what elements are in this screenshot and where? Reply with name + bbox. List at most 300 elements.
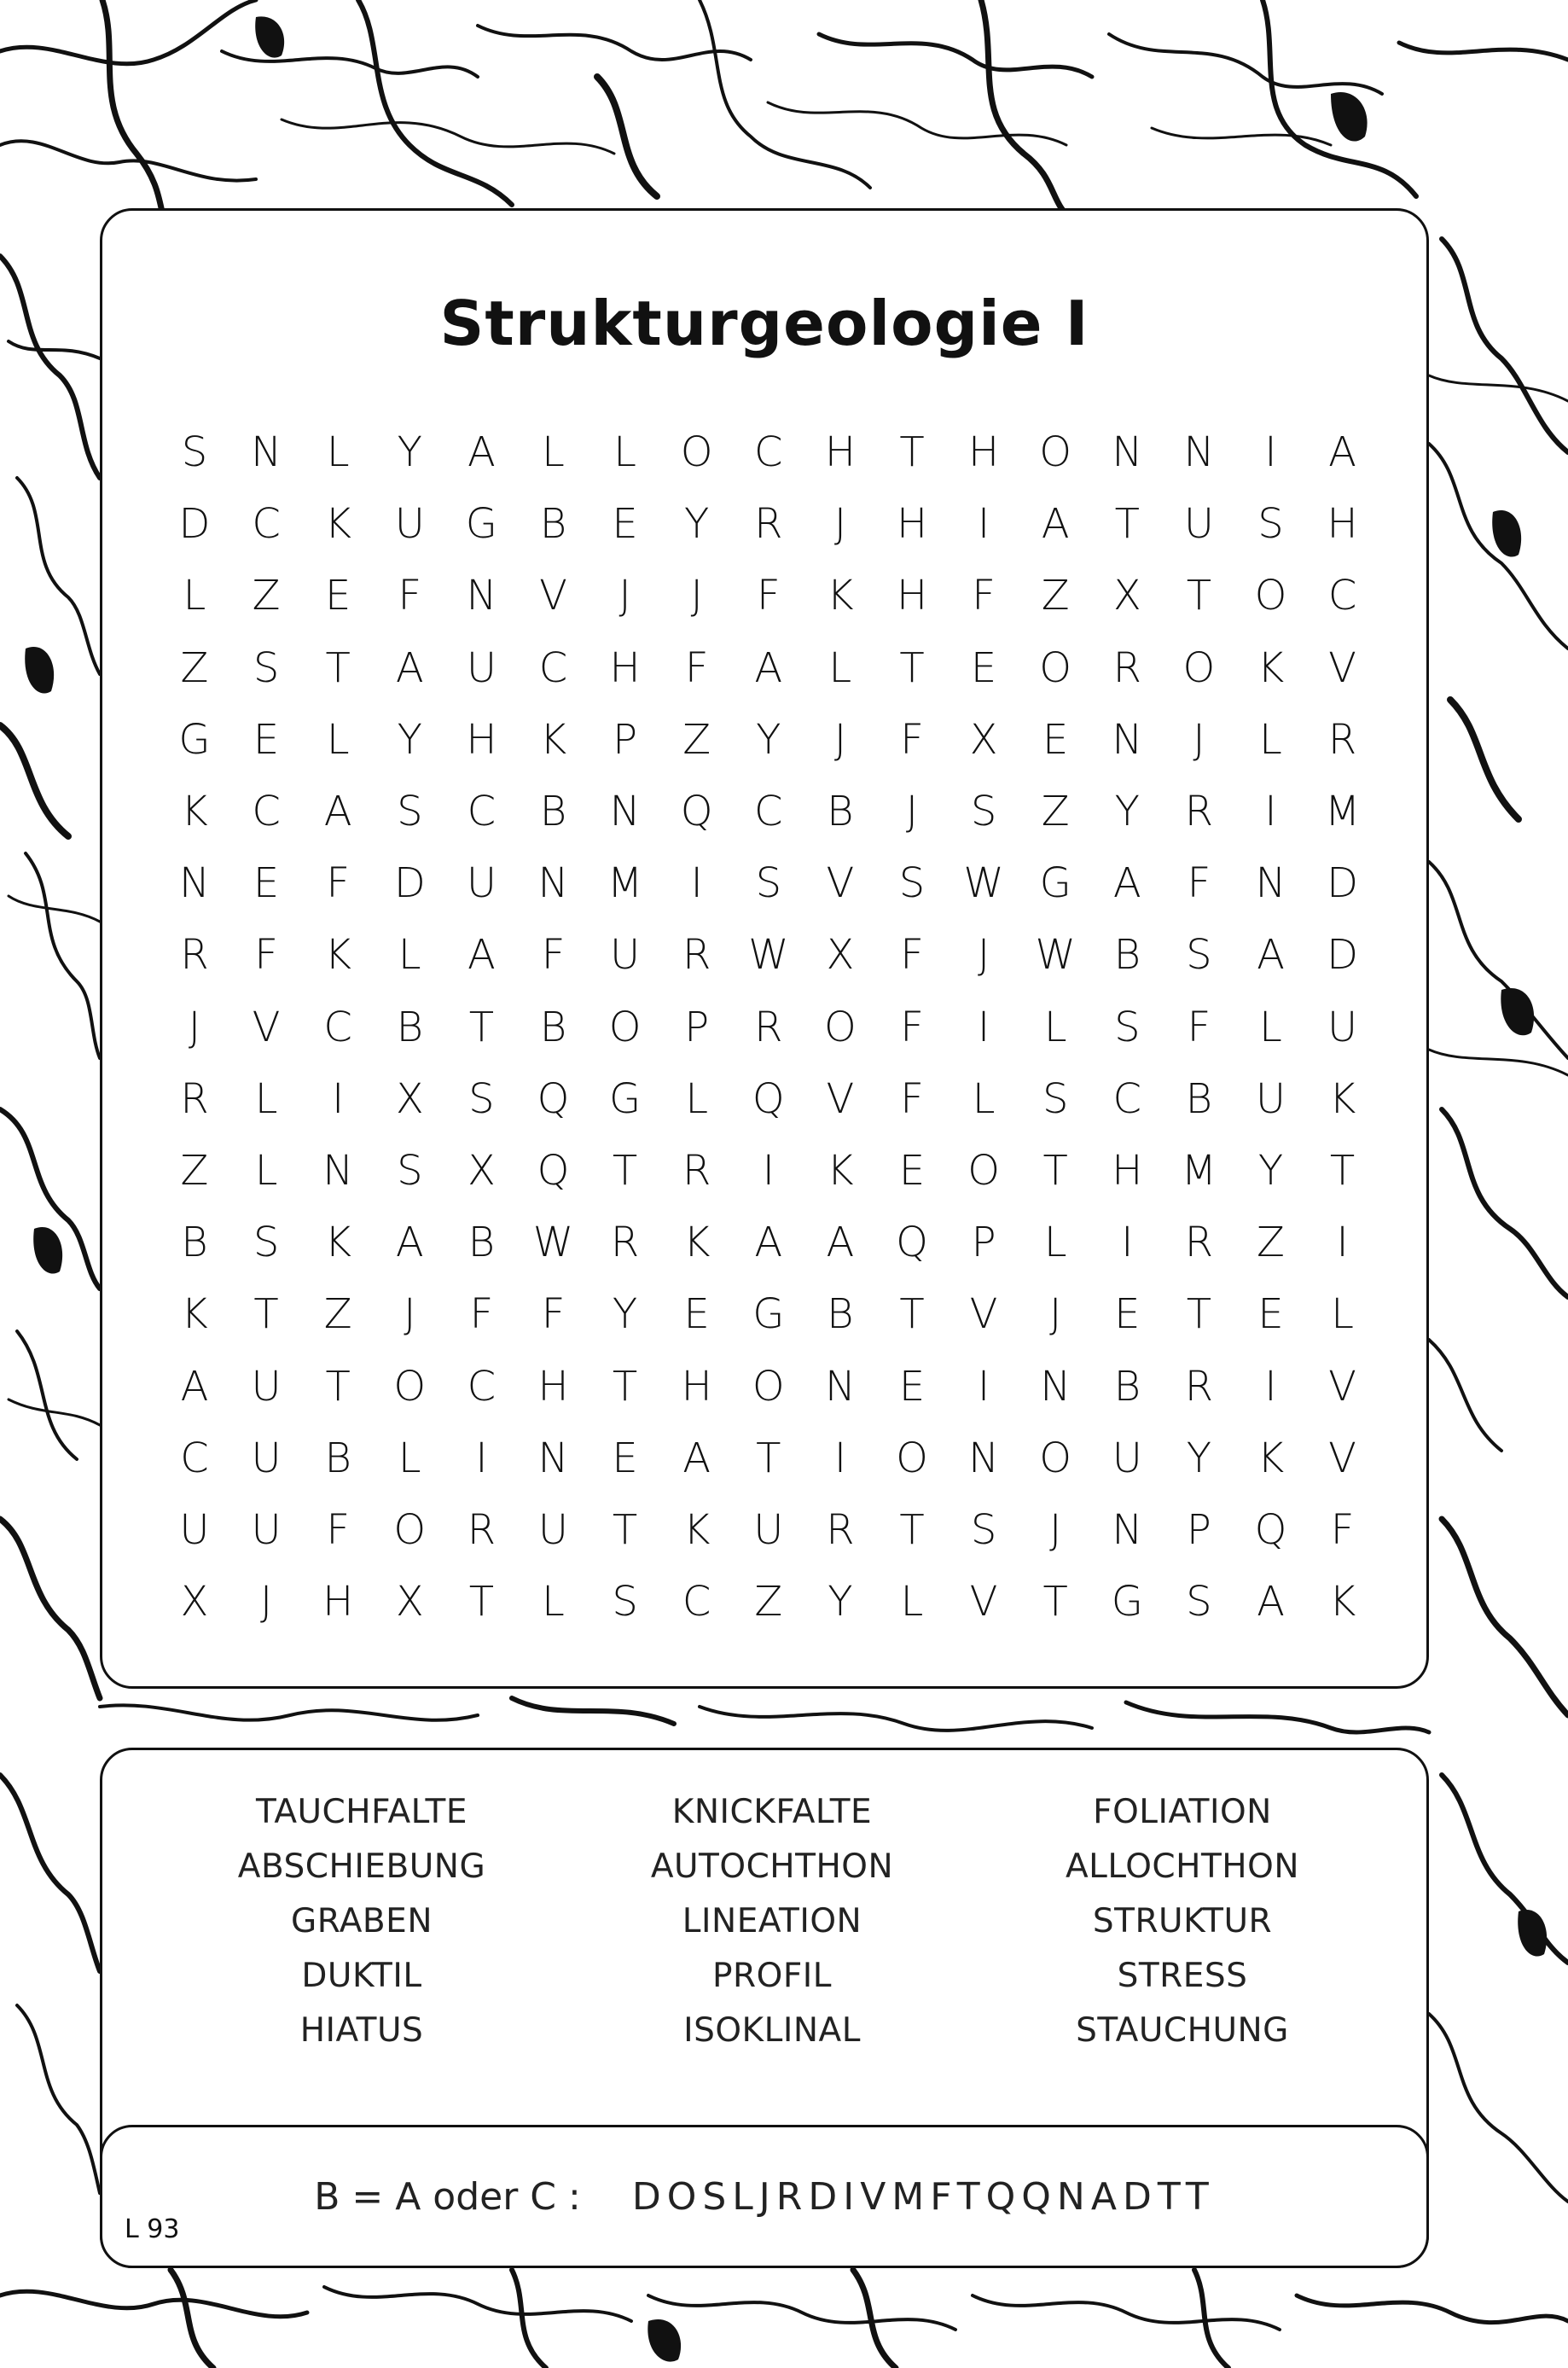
grid-cell: Q [680, 788, 713, 835]
word-list-item: HIATUS [299, 2011, 424, 2050]
grid-cell: Y [397, 715, 422, 764]
grid-cell: S [612, 1578, 638, 1626]
grid-cell: Z [1041, 788, 1070, 835]
grid-cell: B [324, 1434, 351, 1482]
grid-cell: B [1113, 1362, 1141, 1411]
grid-cell: K [827, 1147, 854, 1195]
grid-cell: N [1112, 428, 1143, 476]
grid-cell: K [682, 1506, 711, 1554]
grid-cell: N [537, 1434, 569, 1482]
grid-cell: R [1327, 715, 1357, 764]
grid-cell: X [395, 1578, 424, 1626]
grid-cell: N [1112, 1506, 1143, 1554]
grid-cell: F [1330, 1506, 1355, 1554]
grid-cell: H [1112, 1147, 1143, 1195]
grid-cell: J [404, 1290, 416, 1339]
grid-cell: G [465, 500, 497, 549]
grid-cell: Q [537, 1147, 570, 1195]
puzzle-title: Strukturgeologie I [439, 288, 1089, 359]
grid-cell: F [469, 1290, 494, 1339]
word-list-item: PROFIL [712, 1957, 832, 1995]
solution-code-line [102, 2127, 1426, 2266]
grid-cell: O [608, 1003, 642, 1051]
grid-cell: O [1182, 643, 1216, 692]
grid-cell: S [1186, 931, 1212, 980]
grid-cell: R [467, 1506, 497, 1554]
grid-cell: R [180, 1074, 209, 1123]
grid-cell: C [1327, 572, 1357, 620]
grid-cell: B [467, 1219, 496, 1267]
grid-cell: N [1040, 1362, 1071, 1411]
grid-cell: A [1328, 428, 1357, 476]
grid-cell: Z [754, 1578, 783, 1626]
grid-cell: Q [537, 1074, 570, 1123]
grid-cell: F [900, 1003, 924, 1051]
word-list-item: GRABEN [291, 1902, 433, 1940]
grid-cell: R [1184, 1362, 1214, 1411]
grid-cell: U [1255, 1074, 1286, 1123]
grid-cell: A [682, 1434, 711, 1482]
grid-cell: T [468, 1003, 495, 1051]
grid-cell: J [690, 572, 703, 620]
grid-cell: M [1324, 788, 1361, 835]
grid-cell: E [683, 1290, 710, 1339]
grid-cell: U [1183, 500, 1214, 549]
grid-cell: X [467, 1147, 496, 1195]
grid-cell: Q [752, 1074, 785, 1123]
grid-cell: S [755, 859, 782, 908]
grid-cell: Y [1186, 1434, 1212, 1482]
grid-cell: C [754, 788, 783, 835]
grid-cell: K [1328, 1074, 1356, 1123]
word-list-item: FOLIATION [1093, 1793, 1272, 1831]
grid-cell: U [753, 1506, 784, 1554]
grid-cell: L [398, 1434, 421, 1482]
grid-cell: N [609, 788, 641, 835]
grid-cell: I [833, 1434, 846, 1482]
grid-cell: U [251, 1506, 282, 1554]
grid-cell: O [1039, 1434, 1072, 1482]
grid-cell: A [467, 428, 496, 476]
grid-cell: B [827, 1290, 854, 1339]
grid-cell: N [824, 1362, 856, 1411]
grid-cell: L [183, 572, 206, 620]
grid-cell: T [612, 1147, 638, 1195]
grid-cell: V [1328, 643, 1357, 692]
grid-cell: S [898, 859, 926, 908]
grid-cell: B [539, 1003, 567, 1051]
grid-cell: E [970, 643, 997, 692]
grid-cell: O [1039, 643, 1072, 692]
grid-cell: F [684, 643, 709, 692]
grid-cell: H [968, 428, 1000, 476]
grid-cell: T [1329, 1147, 1356, 1195]
grid-cell: Y [756, 715, 781, 764]
grid-cell: F [326, 1506, 350, 1554]
grid-cell: C [323, 1003, 352, 1051]
grid-cell: S [397, 1147, 423, 1195]
grid-cell: A [1257, 931, 1285, 980]
grid-cell: L [1259, 1003, 1282, 1051]
grid-cell: F [756, 572, 781, 620]
grid-cell: V [539, 572, 567, 620]
grid-cell: T [899, 1506, 925, 1554]
word-list-item: ISOKLINAL [683, 2011, 861, 2050]
letter-grid [102, 211, 1426, 1686]
grid-cell: M [1181, 1147, 1217, 1195]
grid-cell: U [466, 859, 497, 908]
grid-cell: Z [682, 715, 711, 764]
grid-cell: I [1264, 428, 1277, 476]
grid-cell: I [1264, 1362, 1277, 1411]
grid-cell: A [180, 1362, 209, 1411]
grid-cell: H [896, 572, 928, 620]
grid-cell: N [1112, 715, 1143, 764]
grid-cell: K [539, 715, 567, 764]
grid-cell: L [685, 1074, 709, 1123]
grid-cell: L [326, 428, 350, 476]
grid-cell: O [896, 1434, 928, 1482]
page-number: L 93 [125, 2214, 180, 2244]
grid-cell: G [1039, 859, 1071, 908]
grid-cell: O [824, 1003, 857, 1051]
grid-cell: X [969, 715, 998, 764]
grid-cell: K [1257, 643, 1285, 692]
grid-cell: L [254, 1147, 278, 1195]
grid-cell: C [180, 1434, 209, 1482]
grid-cell: E [253, 715, 280, 764]
code-letters: DOSLJRDIVMFTQQNADTT [631, 2174, 1215, 2219]
grid-cell: U [537, 1506, 569, 1554]
grid-cell: S [468, 1074, 495, 1123]
grid-cell: S [253, 643, 280, 692]
grid-cell: C [754, 428, 783, 476]
grid-cell: X [395, 1074, 424, 1123]
grid-cell: Y [684, 500, 710, 549]
grid-cell: H [537, 1362, 569, 1411]
grid-cell: R [682, 931, 711, 980]
grid-cell: T [1186, 572, 1212, 620]
grid-cell: T [899, 428, 925, 476]
word-list-item: STAUCHUNG [1076, 2011, 1289, 2050]
grid-cell: L [972, 1074, 996, 1123]
grid-cell: I [1336, 1219, 1349, 1267]
grid-cell: E [898, 1147, 926, 1195]
grid-cell: I [1121, 1219, 1134, 1267]
grid-cell: G [178, 715, 211, 764]
grid-cell: F [1187, 859, 1211, 908]
grid-cell: O [752, 1362, 785, 1411]
grid-cell: V [969, 1290, 998, 1339]
grid-cell: K [1328, 1578, 1356, 1626]
grid-cell: X [180, 1578, 209, 1626]
grid-cell: D [178, 500, 211, 549]
grid-cell: J [1049, 1290, 1062, 1339]
grid-cell: K [1257, 1434, 1285, 1482]
grid-cell: T [325, 1362, 351, 1411]
grid-cell: Z [252, 572, 281, 620]
grid-cell: F [541, 931, 566, 980]
grid-cell: N [179, 859, 210, 908]
grid-cell: Y [612, 1290, 638, 1339]
grid-cell: X [1112, 572, 1141, 620]
grid-cell: Y [397, 428, 422, 476]
grid-cell: O [1254, 572, 1287, 620]
grid-cell: S [181, 428, 208, 476]
grid-cell: E [325, 572, 351, 620]
grid-cell: F [1187, 1003, 1211, 1051]
word-list-item: STRESS [1117, 1957, 1248, 1995]
grid-cell: I [1264, 788, 1277, 835]
grid-cell: U [1112, 1434, 1142, 1482]
grid-cell: R [754, 500, 783, 549]
grid-cell: D [393, 859, 426, 908]
grid-cell: K [682, 1219, 711, 1267]
grid-cell: S [253, 1219, 280, 1267]
grid-cell: B [1113, 931, 1141, 980]
grid-cell: F [326, 859, 350, 908]
grid-cell: V [252, 1003, 281, 1051]
grid-cell: L [1331, 1290, 1354, 1339]
grid-cell: V [969, 1578, 998, 1626]
grid-cell: F [254, 931, 278, 980]
grid-cell: A [395, 643, 424, 692]
grid-cell: X [826, 931, 855, 980]
word-list-item: AUTOCHTHON [650, 1847, 894, 1886]
grid-cell: T [1042, 1578, 1068, 1626]
grid-cell: V [1328, 1362, 1357, 1411]
grid-cell: T [756, 1434, 781, 1482]
grid-cell: S [1257, 500, 1284, 549]
word-search-panel [100, 208, 1429, 1689]
grid-cell: O [967, 1147, 1000, 1195]
grid-cell: A [395, 1219, 424, 1267]
grid-cell: E [1257, 1290, 1284, 1339]
grid-cell: P [613, 715, 638, 764]
grid-cell: M [607, 859, 643, 908]
grid-cell: U [1327, 1003, 1358, 1051]
solution-code-panel [100, 2125, 1429, 2268]
grid-cell: U [610, 931, 641, 980]
grid-cell: K [324, 1219, 351, 1267]
grid-cell: T [612, 1506, 638, 1554]
grid-cell: U [179, 1506, 210, 1554]
grid-cell: N [466, 572, 497, 620]
grid-cell: A [1041, 500, 1070, 549]
grid-cell: I [690, 859, 703, 908]
grid-cell: R [180, 931, 209, 980]
grid-cell: S [970, 788, 997, 835]
grid-cell: W [748, 931, 789, 980]
grid-cell: H [1327, 500, 1358, 549]
word-list-item: TAUCHFALTE [256, 1793, 467, 1831]
grid-cell: B [827, 788, 854, 835]
grid-cell: D [1327, 859, 1359, 908]
grid-cell: E [1042, 715, 1069, 764]
grid-cell: W [532, 1219, 574, 1267]
grid-cell: U [466, 643, 497, 692]
grid-cell: R [610, 1219, 640, 1267]
grid-cell: G [608, 1074, 642, 1123]
grid-cell: K [181, 788, 208, 835]
grid-cell: F [541, 1290, 566, 1339]
grid-cell: L [542, 428, 565, 476]
grid-cell: O [1039, 428, 1072, 476]
grid-cell: Y [1114, 788, 1140, 835]
grid-cell: R [1184, 1219, 1214, 1267]
grid-cell: F [900, 1074, 924, 1123]
grid-cell: B [181, 1219, 208, 1267]
grid-cell: K [324, 931, 351, 980]
grid-cell: R [826, 1506, 855, 1554]
grid-cell: K [324, 500, 351, 549]
grid-cell: L [542, 1578, 565, 1626]
grid-cell: O [393, 1506, 427, 1554]
grid-cell: U [394, 500, 425, 549]
grid-cell: F [900, 715, 924, 764]
grid-cell: R [682, 1147, 711, 1195]
grid-cell: C [467, 1362, 497, 1411]
grid-cell: T [612, 1362, 638, 1411]
grid-cell: C [252, 500, 281, 549]
grid-cell: D [1327, 931, 1359, 980]
grid-cell: S [970, 1506, 997, 1554]
grid-cell: P [684, 1003, 710, 1051]
grid-cell: R [754, 1003, 783, 1051]
grid-cell: T [899, 643, 925, 692]
grid-cell: R [1184, 788, 1214, 835]
grid-cell: U [251, 1362, 282, 1411]
grid-cell: L [1043, 1219, 1067, 1267]
grid-cell: A [1257, 1578, 1285, 1626]
grid-cell: I [332, 1074, 345, 1123]
grid-cell: N [251, 428, 282, 476]
grid-cell: T [325, 643, 351, 692]
grid-cell: K [827, 572, 854, 620]
grid-cell: L [828, 643, 852, 692]
grid-cell: A [467, 931, 496, 980]
grid-cell: R [1112, 643, 1141, 692]
grid-cell: S [1186, 1578, 1212, 1626]
grid-cell: V [1328, 1434, 1357, 1482]
grid-cell: O [393, 1362, 427, 1411]
grid-cell: B [1185, 1074, 1213, 1123]
grid-cell: T [1186, 1290, 1212, 1339]
grid-cell: A [754, 643, 783, 692]
grid-cell: C [538, 643, 568, 692]
grid-cell: F [398, 572, 422, 620]
grid-cell: W [1035, 931, 1076, 980]
grid-cell: U [251, 1434, 282, 1482]
grid-cell: I [475, 1434, 488, 1482]
grid-cell: P [971, 1219, 996, 1267]
grid-cell: L [1043, 1003, 1067, 1051]
grid-cell: H [322, 1578, 354, 1626]
grid-cell: F [900, 931, 924, 980]
grid-cell: A [754, 1219, 783, 1267]
grid-cell: A [323, 788, 352, 835]
grid-cell: O [680, 428, 713, 476]
grid-cell: T [468, 1578, 495, 1626]
grid-cell: J [1193, 715, 1205, 764]
grid-cell: T [1042, 1147, 1068, 1195]
grid-cell: Z [1257, 1219, 1285, 1267]
grid-cell: Z [180, 643, 209, 692]
grid-cell: C [682, 1578, 711, 1626]
grid-cell: Q [1254, 1506, 1287, 1554]
grid-cell: G [1111, 1578, 1143, 1626]
grid-cell: N [537, 859, 569, 908]
word-list-item: ABSCHIEBUNG [237, 1847, 486, 1886]
grid-cell: K [181, 1290, 208, 1339]
grid-cell: Z [180, 1147, 209, 1195]
grid-cell: L [613, 428, 636, 476]
grid-cell: J [978, 931, 990, 980]
grid-cell: C [467, 788, 497, 835]
grid-cell: H [681, 1362, 712, 1411]
word-list-item: ALLOCHTHON [1065, 1847, 1300, 1886]
grid-cell: J [1049, 1506, 1062, 1554]
grid-cell: G [752, 1290, 785, 1339]
grid-cell: E [1114, 1290, 1141, 1339]
grid-cell: N [968, 1434, 1000, 1482]
grid-cell: N [1183, 428, 1215, 476]
grid-cell: E [253, 859, 280, 908]
grid-cell: H [609, 643, 641, 692]
grid-cell: C [1112, 1074, 1142, 1123]
grid-cell: J [833, 500, 846, 549]
grid-cell: T [253, 1290, 279, 1339]
grid-cell: L [398, 931, 421, 980]
grid-cell: H [824, 428, 856, 476]
word-list-item: KNICKFALTE [671, 1793, 873, 1831]
grid-cell: L [1259, 715, 1282, 764]
grid-cell: L [326, 715, 350, 764]
grid-cell: L [254, 1074, 278, 1123]
grid-cell: H [896, 500, 928, 549]
grid-cell: S [397, 788, 423, 835]
grid-cell: Y [828, 1578, 853, 1626]
grid-cell: J [618, 572, 631, 620]
word-list-item: LINEATION [682, 1902, 862, 1940]
grid-cell: V [826, 1074, 855, 1123]
grid-cell: I [978, 1362, 990, 1411]
grid-cell: V [826, 859, 855, 908]
grid-cell: J [905, 788, 919, 835]
grid-cell: E [612, 500, 638, 549]
grid-cell: Z [323, 1290, 352, 1339]
grid-cell: S [1114, 1003, 1141, 1051]
grid-cell: B [539, 500, 567, 549]
grid-cell: C [252, 788, 281, 835]
grid-cell: N [1255, 859, 1286, 908]
grid-cell: L [900, 1578, 924, 1626]
code-label: B = A oder C : [314, 2174, 581, 2219]
grid-cell: E [898, 1362, 926, 1411]
grid-cell: A [1112, 859, 1141, 908]
grid-cell: Z [1041, 572, 1070, 620]
grid-cell: T [899, 1290, 925, 1339]
word-list-item: STRUKTUR [1092, 1902, 1273, 1940]
grid-cell: N [322, 1147, 354, 1195]
grid-cell: B [539, 788, 567, 835]
grid-cell: I [978, 1003, 990, 1051]
grid-cell: W [963, 859, 1004, 908]
grid-cell: P [1186, 1506, 1211, 1554]
grid-cell: J [260, 1578, 273, 1626]
grid-cell: J [188, 1003, 201, 1051]
grid-cell: I [978, 500, 990, 549]
